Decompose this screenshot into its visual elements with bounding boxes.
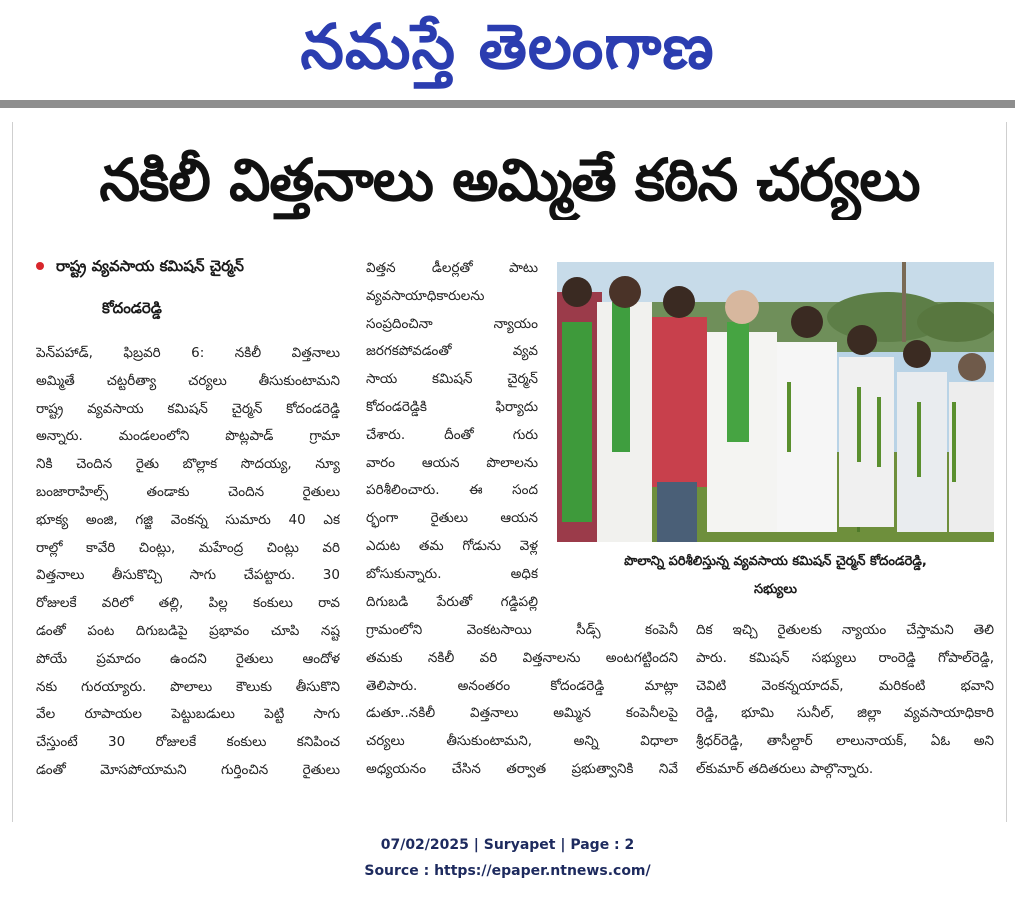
text-line: చర్యలు తీసుకుంటామని, అన్ని విధాలా [366,733,678,750]
text-line: దిగుబడి పేరుతో గడ్డిపల్లి [366,593,538,610]
text-line: విత్తన డీలర్లతో పాటు [366,260,538,276]
text-line: సంప్రదించినా న్యాయం [366,315,538,332]
subhead-line-1: రాష్ట్ర వ్యవసాయ కమిషన్ చైర్మన్ [56,257,244,275]
masthead [0,0,1015,100]
text-line: సాయ కమిషన్ చైర్మన్ [366,371,538,388]
text-line: బంజారాహిల్స్ తండాకు చెందిన రైతులు [36,483,340,500]
text-line: చేశారు. దీంతో గురు [366,426,538,443]
article-column-1 [36,340,340,785]
bullet-icon [36,262,44,270]
masthead-divider [0,100,1015,108]
text-line: గ్రామంలోని వెంకటసాయి సీడ్స్ కంపెనీ [366,622,678,638]
photo-illustration-icon [557,262,994,542]
text-line: రాల్లో కావేరి చింట్లు, మహేంద్ర చింట్లు వరి [36,539,340,556]
text-line: భూక్య అంజి, గజ్జి వెంకన్న సుమారు 40 ఎక [36,511,340,528]
article-headline: నకిలీ విత్తనాలు అమ్మితే కఠిన చర్యలు [99,146,920,214]
text-line: నకు గురయ్యారు. పొలాలు కౌలుకు తీసుకొని [36,678,340,695]
text-line: నికి చెందిన రైతు బొల్లాక సొదయ్య, న్యూ [36,456,340,473]
caption-line-2: సభ్యులు [754,582,797,597]
text-line: వారం ఆయన పొలాలను [366,454,538,471]
text-line: అన్నారు. మండలంలోని పొట్లపాడ్ గ్రామా [36,428,340,445]
text-line: కోదండరెడ్డికి ఫిర్యాదు [366,398,538,415]
text-line: శ్రీధర్‌రెడ్డి, తాసీల్దార్ లాలునాయక్, ఏఓ అని [696,733,994,750]
newspaper-logo: నమస్తే తెలంగాణ [300,10,715,83]
text-line: అధ్యయనం చేసిన తర్వాత ప్రభుత్వానికి నివే [366,760,678,777]
edition-info: 07/02/2025 | Suryapet | Page : 2 [380,837,635,853]
text-line: చేస్తుంటే 30 రోజులకే కంకులు కనిపించ [36,734,340,751]
text-line: డంతో మోసపోయామని గుర్తించిన రైతులు [36,761,340,778]
article-column-2 [366,255,538,616]
text-line: జరగకపోవడంతో వ్యవ [366,343,538,360]
text-line: ర్భంగా రైతులు ఆయన [366,510,538,527]
text-line: రెడ్డి, భూమి సునీల్, జిల్లా వ్యవసాయాధికారి [696,705,994,722]
text-line: పెన్‌పహాడ్, ఫిబ్రవరి 6: నకిలీ విత్తనాలు [36,345,340,361]
text-line: పారు. కమిషన్ సభ్యులు రాంరెడ్డి గోపాల్‌రెడ్డి, [696,649,994,666]
text-line: చెవిటి వెంకన్నయాదవ్, మరికంటి భవాని [696,677,994,694]
text-line: ల్‌కుమార్ తదితరులు పాల్గొన్నారు. [696,760,874,777]
text-line: డంతో పంట దిగుబడిపై ప్రభావం చూపి నష్ట [36,622,340,639]
text-line: పోయే ప్రమాదం ఉందని రైతులు ఆందోళ [36,650,340,667]
subhead-line-2: కోదండరెడ్డి [102,299,162,317]
source-link[interactable]: Source : https://epaper.ntnews.com/ [364,863,651,879]
text-line: అమ్మితే చట్టరీత్యా చర్యలు తీసుకుంటామని [36,372,340,389]
caption-line-1: పొలాన్ని పరిశీలిస్తున్న వ్యవసాయ కమిషన్ చైర్మన్ కోదండరెడ్డి, [624,554,927,569]
article-column-4 [696,617,994,784]
text-line: తమకు నకిలీ వరి విత్తనాలను అంటగట్టిందని [366,649,678,666]
field-inspection-photo [557,262,994,542]
page-footer [0,832,1015,884]
text-line: దిక ఇచ్చి రైతులకు న్యాయం చేస్తామని తెలి [696,622,994,638]
text-line: వ్యవసాయాధికారులను [366,287,485,304]
text-line: డుతూ..నకిలీ విత్తనాలు అమ్మిన కంపెనీలపై [366,705,678,722]
photo-caption [557,548,994,604]
text-line: రోజులకే వరిలో తల్లి, పిల్ల కంకులు రావ [36,595,340,612]
text-line: తెలిపారు. అనంతరం కోదండరెడ్డి మాట్లా [366,677,678,694]
text-line: విత్తనాలు తీసుకొచ్చి సాగు చేపట్టారు. 30 [36,567,340,584]
text-line: బోసుకున్నారు. అధిక [366,565,538,582]
article-column-3 [366,617,678,784]
text-line: పరిశీలించారు. ఈ సంద [366,482,538,499]
text-line: వేల రూపాయల పెట్టుబడులు పెట్టి సాగు [36,706,340,723]
text-line: ఎదుట తమ గోడును వెళ్ల [366,537,538,554]
text-line: రాష్ట్ర వ్యవసాయ కమిషన్ చైర్మన్ కోదండరెడ్డి [36,400,340,417]
